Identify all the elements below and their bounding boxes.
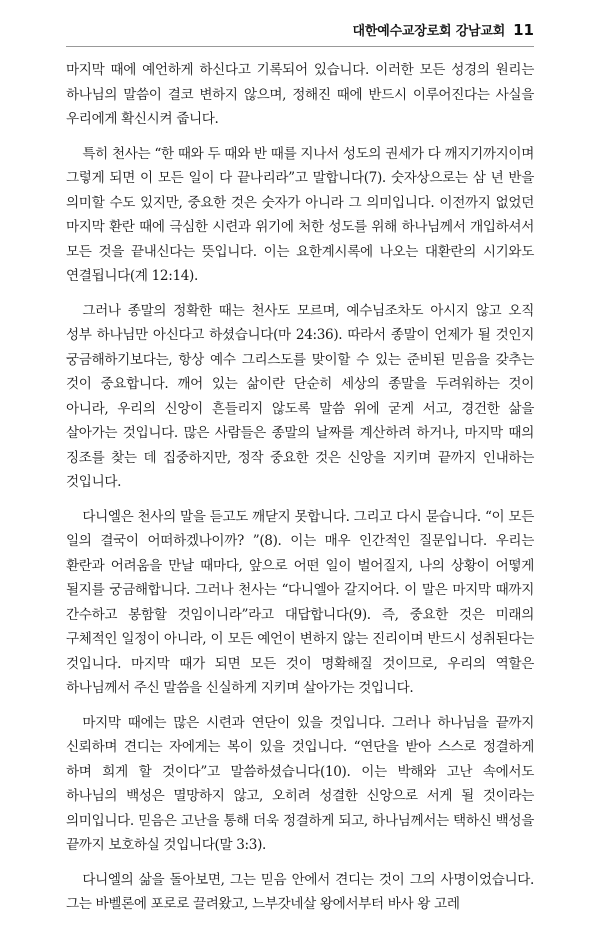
paragraph-1: 마지막 때에 예언하게 하신다고 기록되어 있습니다. 이러한 모든 성경의 원리는 하나님의 말씀이 결코 변하지 않으며, 정해진 때에 반드시 이루어진다는 사실을 우리에게 확신시켜 줍니다. <box>66 62 534 127</box>
paragraph-2: 특히 천사는 “한 때와 두 때와 반 때를 지나서 성도의 권세가 다 깨지기까지이며 그렇게 되면 이 모든 일이 다 끝나리라”고 말합니다(7). 숫자상으로는 삼 년 반을 의미할 수도 있지만, 중요한 것은 숫자가 아니라 그 의미입니다. 이전까지 없었던 마지막 환란 때에 극심한 시련과 위기에 처한 성도를 위해 하나님께서 개입하셔서 모든 것을 끝내신다는 뜻입니다. 이는 요한계시록에 나오는 대환란의 시기와도 연결됩니다(계 12:14). <box>66 145 534 284</box>
body-text <box>66 58 534 927</box>
header-divider <box>66 46 534 47</box>
church-name: 대한예수교장로회 강남교회 <box>352 24 506 39</box>
paragraph-5: 마지막 때에는 많은 시련과 연단이 있을 것입니다. 그러나 하나님을 끝까지 신뢰하며 견디는 자에게는 복이 있을 것입니다. “연단을 받아 스스로 정결하게 하며 희게 할 것이다”고 말씀하셨습니다(10). 이는 박해와 고난 속에서도 하나님의 백성은 멸망하지 않고, 오히려 성결한 신앙으로 서게 될 것이라는 의미입니다. 믿음은 고난을 통해 더욱 정결하게 되고, 하나님께서는 택하신 백성을 끝까지 보호하실 것입니다(말 3:3). <box>66 714 534 853</box>
paragraph-4: 다니엘은 천사의 말을 듣고도 깨닫지 못합니다. 그리고 다시 묻습니다. “이 모든 일의 결국이 어떠하겠나이까? ”(8). 이는 매우 인간적인 질문입니다. 우리는 환란과 어려움을 만날 때마다, 앞으로 어떤 일이 벌어질지, 나의 상황이 어떻게 될지를 궁금해합니다. 그러나 천사는 “다니엘아 갈지어다. 이 말은 마지막 때까지 간수하고 봉함할 것임이니라”라고 대답합니다(9). 즉, 중요한 것은 미래의 구체적인 일정이 아니라, 이 모든 예언이 변하지 않는 진리이며 반드시 성취된다는 것입니다. 마지막 때가 되면 모든 것이 명확해질 것이므로, 우리의 역할은 하나님께서 주신 말씀을 신실하게 지키며 살아가는 것입니다. <box>66 508 534 696</box>
page-number: 11 <box>513 21 534 39</box>
paragraph-3: 그러나 종말의 정확한 때는 천사도 모르며, 예수님조차도 아시지 않고 오직 성부 하나님만 아신다고 하셨습니다(마 24:36). 따라서 종말이 언제가 될 것인지 궁금해하기보다는, 항상 예수 그리스도를 맞이할 수 있는 준비된 믿음을 갖추는 것이 중요합니다. 깨어 있는 삶이란 단순히 세상의 종말을 두려워하는 것이 아니라, 우리의 신앙이 흔들리지 않도록 말씀 위에 굳게 서고, 경건한 삶을 살아가는 것입니다. 많은 사람들은 종말의 날짜를 계산하려 하거나, 마지막 때의 징조를 찾는 데 집중하지만, 정작 중요한 것은 신앙을 지키며 끝까지 인내하는 것입니다. <box>66 302 534 490</box>
running-header <box>353 20 535 39</box>
paragraph-6: 다니엘의 삶을 돌아보면, 그는 믿음 안에서 견디는 것이 그의 사명이었습니다. 그는 바벨론에 포로로 끌려왔고, 느부갓네살 왕에서부터 바사 왕 고레 <box>66 871 534 912</box>
